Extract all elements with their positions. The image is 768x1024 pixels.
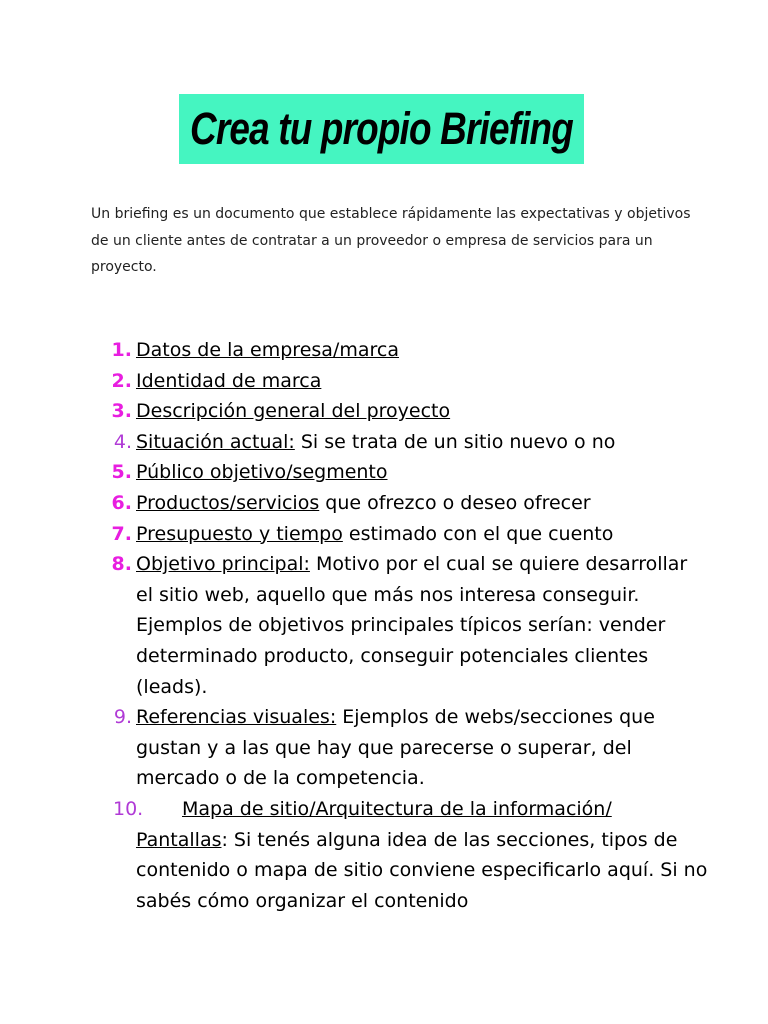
item-text: Ejemplos de webs/secciones que gustan y a las que hay que parecerse o superar, del mercado o de la competencia. [136,706,655,790]
item-text: : Si tenés alguna idea de las secciones, tipos de contenido o mapa de sitio conviene especificarlo aquí. Si no sabés cómo organizar el contenido [136,828,708,912]
item-number: 8. [111,553,132,576]
list-item [0,549,768,702]
item-number: 7. [111,522,132,545]
item-number: 5. [111,461,132,484]
item-number: 2. [111,369,132,392]
item-label: Público objetivo/segmento [136,461,388,484]
item-label: Datos de la empresa/marca [136,339,399,361]
list-item [0,794,768,916]
item-text: Motivo por el cual se quiere desarrollar el sitio web, aquello que más nos interesa conseguir. Ejemplos de objetivos principales típicos serían: vender determinado producto, conseguir potenciales clientes (leads). [136,553,688,698]
list-item [0,488,768,519]
item-number: 3. [111,400,132,423]
item-number: 6. [111,491,132,514]
briefing-list [0,335,768,916]
item-number: 4. [113,430,132,453]
item-number: 10. [113,797,144,820]
item-label: Identidad de marca [136,369,322,392]
intro-paragraph: Un briefing es un documento que establece rápidamente las expectativas y objetivos de un cliente antes de contratar a un proveedor o empresa de servicios para un proyecto. [91,206,691,275]
title-highlight [179,94,584,164]
item-label: Descripción general del proyecto [136,400,451,423]
list-item [0,396,768,427]
item-text: estimado con el que cuento [342,522,614,545]
item-number: 9. [113,706,132,729]
list-item [0,519,768,550]
list-item [0,366,768,397]
item-label: Objetivo principal: [136,553,310,576]
list-item [0,702,768,794]
item-number: 1. [111,339,132,361]
item-text: Si se trata de un sitio nuevo o no [294,430,616,453]
list-item [0,427,768,458]
item-text: que ofrezco o deseo ofrecer [319,491,591,514]
document-title: Crea tu propio Briefing [190,103,573,154]
item-label: Situación actual: [136,430,295,453]
list-item [0,457,768,488]
list-item [0,335,768,366]
item-label: Mapa de sitio/Arquitectura de la información/ Pantallas [136,797,612,851]
item-label: Presupuesto y tiempo [136,522,343,545]
item-label: Referencias visuales: [136,706,337,729]
item-label: Productos/servicios [136,491,320,514]
